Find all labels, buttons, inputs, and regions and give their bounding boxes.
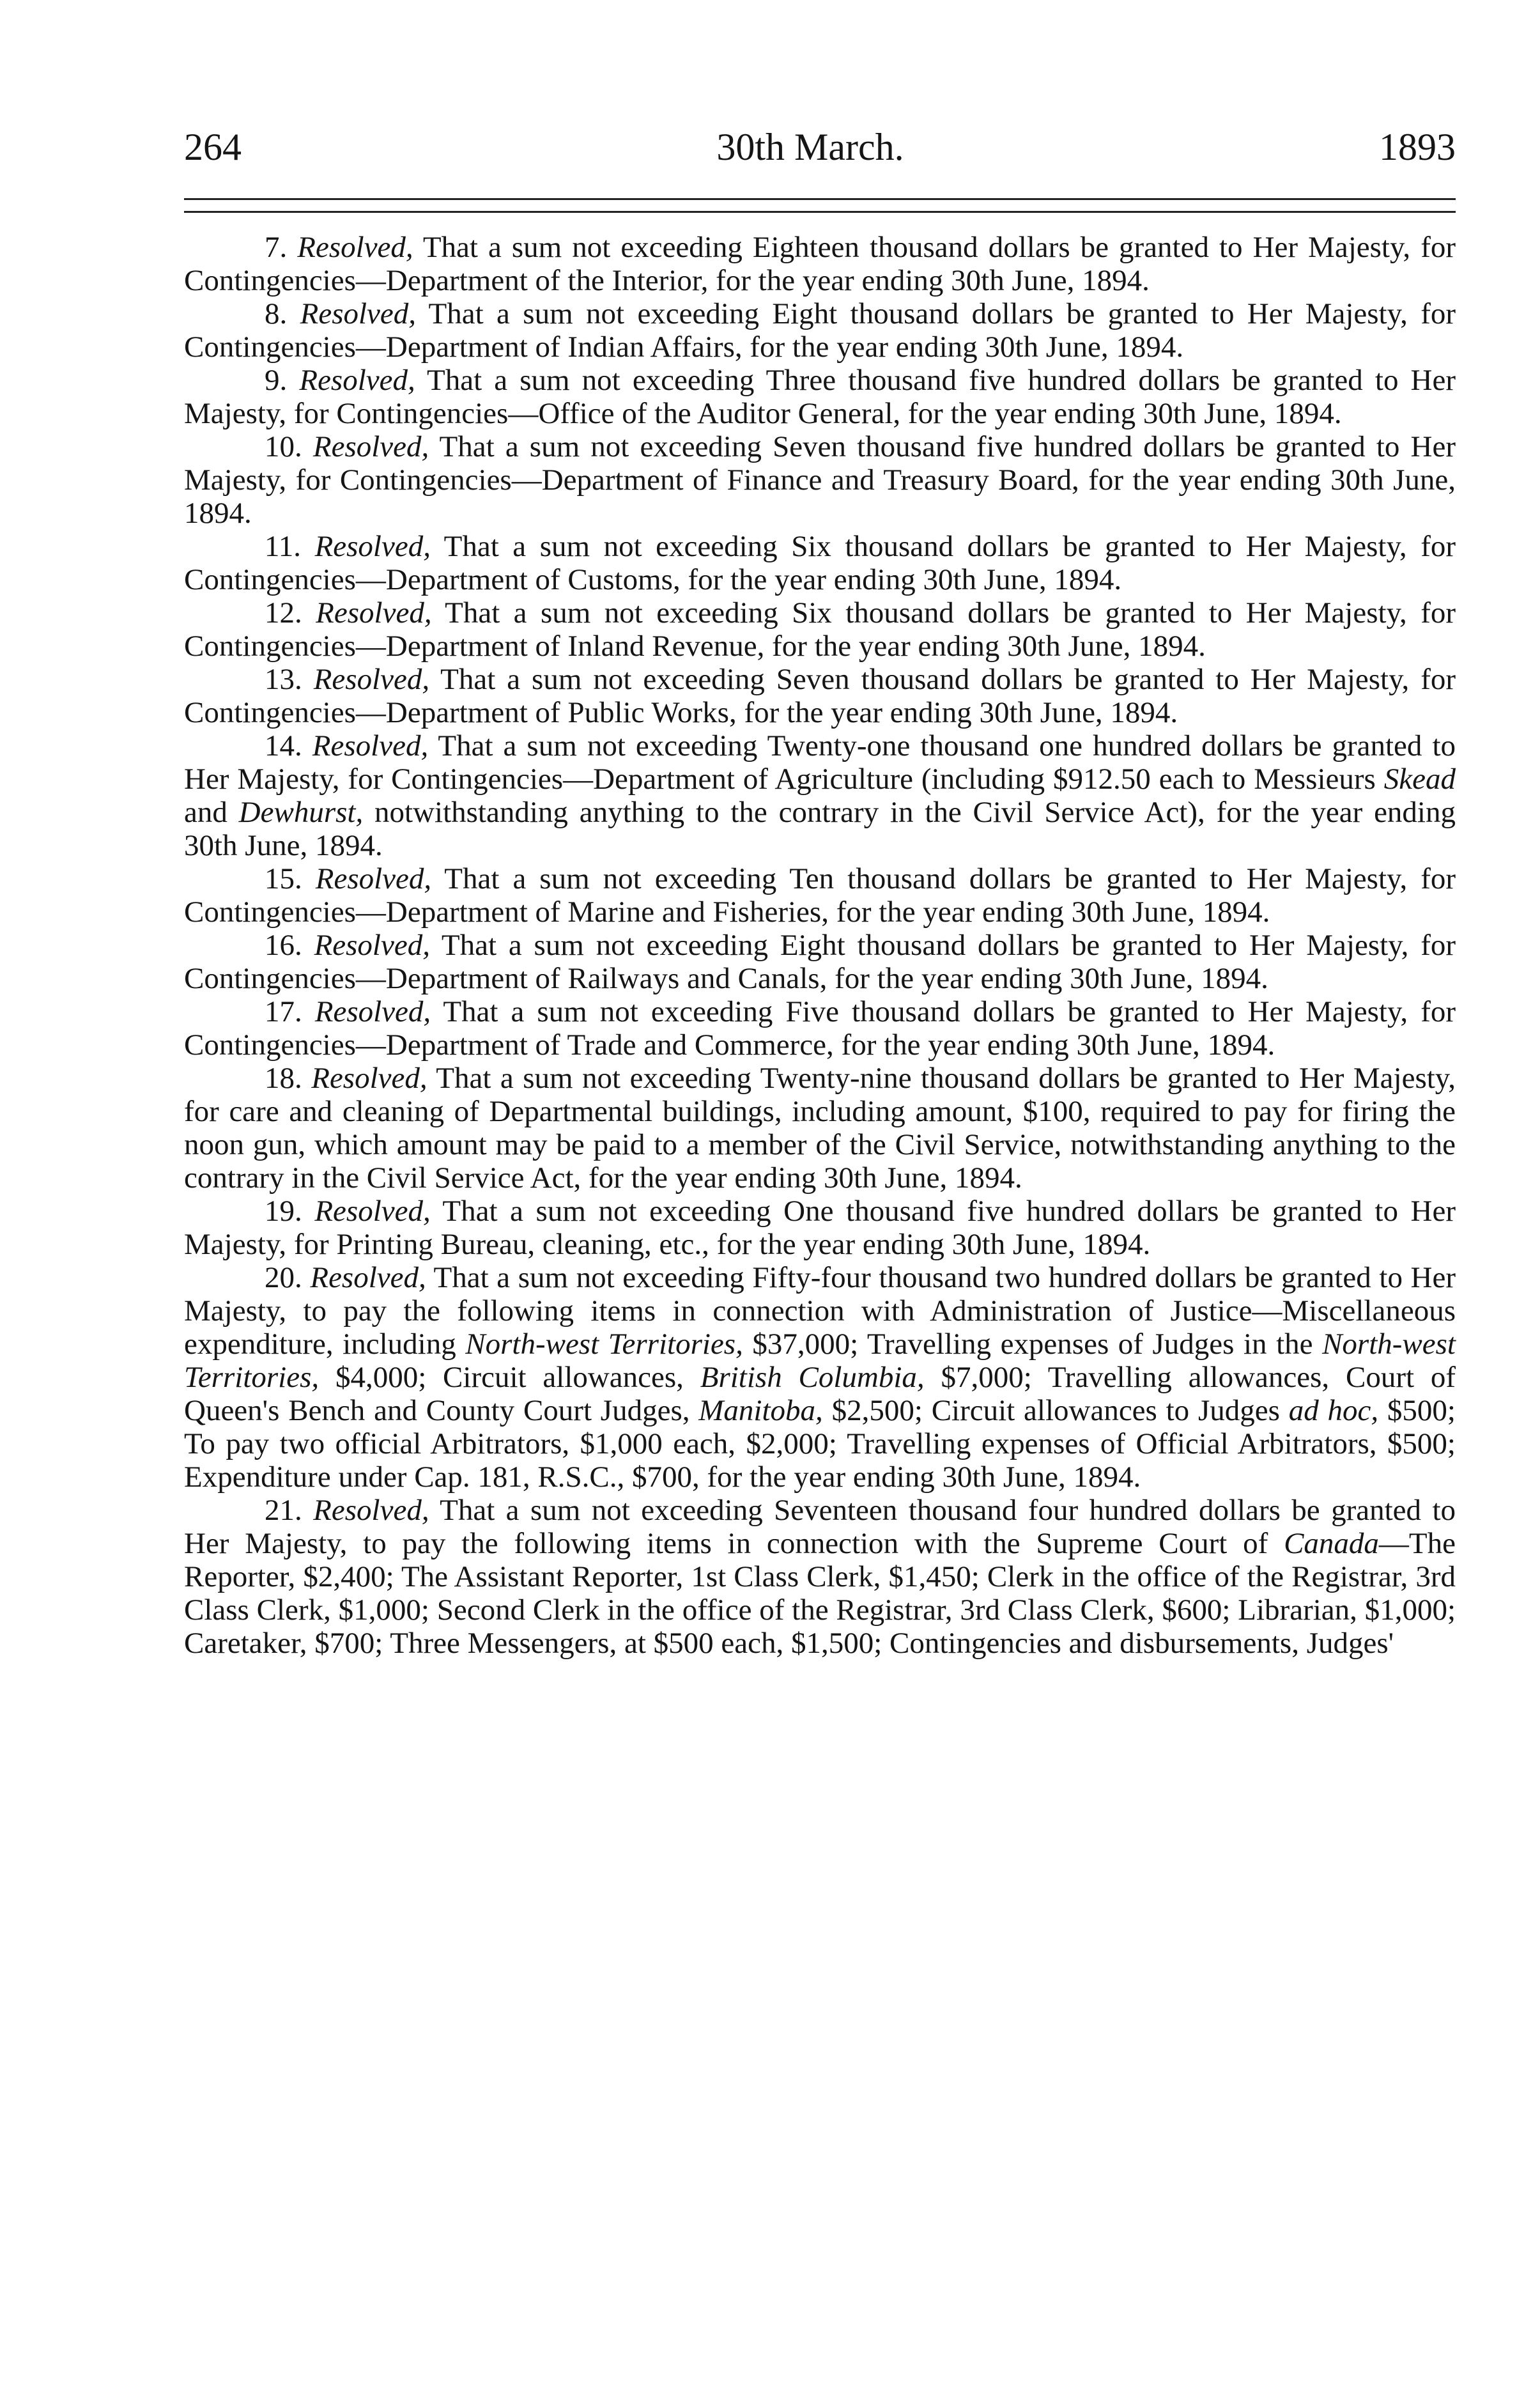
resolution-number: 17. <box>265 995 302 1028</box>
resolved-label: Resolved, <box>313 1494 429 1527</box>
resolution-text: That a sum not exceeding Six thousand dollars be granted to Her Majesty, for Contingencies—Department of Inland Revenue, for the year ending 30th June, 1894. <box>184 596 1456 663</box>
resolution-paragraph <box>184 995 1456 1062</box>
resolved-label: Resolved, <box>300 297 417 330</box>
resolution-number: 7. <box>265 231 288 264</box>
resolution-text: That a sum not exceeding Eighteen thousand dollars be granted to Her Majesty, for Contingencies—Department of the Interior, for the year ending 30th June, 1894. <box>184 231 1456 297</box>
resolved-label: Resolved, <box>312 729 429 762</box>
resolution-paragraph <box>184 663 1456 729</box>
page-header <box>184 125 1456 173</box>
resolution-text: $500; To pay two official Arbitrators, $1,000 each, $2,000; Travelling expenses of Official Arbitrators, $500; Expenditure under Cap. 181, R.S.C., $700, for the year ending 30th June, 1894. <box>184 1394 1456 1494</box>
resolution-text: That a sum not exceeding Eight thousand dollars be granted to Her Majesty, for Contingencies—Department of Railways and Canals, for the year ending 30th June, 1894. <box>184 929 1456 995</box>
resolution-text: That a sum not exceeding Twenty-nine thousand dollars be granted to Her Majesty, for care and cleaning of Departmental buildings, including amount, $100, required to pay for firing the noon gun, which amount may be paid to a member of the Civil Service, notwithstanding anything to the contrary in the Civil Service Act, for the year ending 30th June, 1894. <box>184 1062 1456 1195</box>
resolution-text: That a sum not exceeding Six thousand dollars be granted to Her Majesty, for Contingencies—Department of Customs, for the year ending 30th June, 1894. <box>184 530 1456 596</box>
italic-term: North-west Territories, <box>184 1327 1456 1394</box>
body-text <box>184 231 1456 1660</box>
resolution-paragraph <box>184 729 1456 862</box>
resolution-number: 14. <box>265 729 302 762</box>
resolution-paragraph <box>184 530 1456 596</box>
page-year: 1893 <box>1378 126 1456 168</box>
resolution-text: That a sum not exceeding Ten thousand dollars be granted to Her Majesty, for Contingencies—Department of Marine and Fisheries, for the year ending 30th June, 1894. <box>184 862 1456 929</box>
resolution-text: $4,000; Circuit allowances, <box>319 1361 700 1394</box>
resolution-paragraph <box>184 364 1456 430</box>
resolution-text: That a sum not exceeding One thousand five hundred dollars be granted to Her Majesty, for Printing Bureau, cleaning, etc., for the year ending 30th June, 1894. <box>184 1195 1456 1261</box>
italic-term: Canada <box>1284 1527 1379 1560</box>
resolution-text: $7,000; Travelling allowances, Court of Queen's Bench and County Court Judges, <box>184 1361 1456 1427</box>
resolution-number: 11. <box>265 530 302 563</box>
resolved-label: Resolved, <box>297 231 413 264</box>
header-double-rule <box>184 198 1456 213</box>
resolution-paragraph <box>184 1062 1456 1195</box>
resolution-text: That a sum not exceeding Fifty-four thousand two hundred dollars be granted to Her Majesty, to pay the following items in connection with Administration of Justice—Miscellaneous expenditure, including <box>184 1261 1456 1361</box>
resolved-label: Resolved, <box>312 430 429 463</box>
resolution-number: 15. <box>265 862 302 895</box>
resolution-number: 16. <box>265 929 302 962</box>
resolution-number: 8. <box>265 297 288 330</box>
resolved-label: Resolved, <box>315 862 432 895</box>
resolved-label: Resolved, <box>314 995 431 1028</box>
resolution-paragraph <box>184 862 1456 929</box>
resolution-paragraph <box>184 297 1456 364</box>
resolution-paragraph <box>184 430 1456 530</box>
resolution-text: That a sum not exceeding Three thousand five hundred dollars be granted to Her Majesty, for Contingencies—Office of the Auditor General, for the year ending 30th June, 1894. <box>184 364 1456 430</box>
italic-term: British Columbia, <box>700 1361 925 1394</box>
resolution-text: That a sum not exceeding Five thousand dollars be granted to Her Majesty, for Contingencies—Department of Trade and Commerce, for the year ending 30th June, 1894. <box>184 995 1456 1062</box>
page-date: 30th March. <box>716 126 904 168</box>
resolution-text: $2,500; Circuit allowances to Judges <box>822 1394 1289 1427</box>
resolved-label: Resolved, <box>314 1195 431 1228</box>
resolution-paragraph <box>184 1195 1456 1261</box>
resolution-paragraph <box>184 929 1456 995</box>
resolution-text: notwithstanding anything to the contrary in the Civil Service Act), for the year ending 30th June, 1894. <box>184 796 1456 862</box>
resolution-number: 20. <box>265 1261 302 1294</box>
document-page <box>184 125 1456 1660</box>
italic-term: ad hoc, <box>1288 1394 1379 1427</box>
resolution-number: 10. <box>265 430 302 463</box>
resolution-number: 9. <box>265 364 288 397</box>
italic-term: Manitoba, <box>698 1394 823 1427</box>
resolved-label: Resolved, <box>311 1062 427 1095</box>
resolution-paragraph <box>184 231 1456 297</box>
resolution-number: 21. <box>265 1494 302 1527</box>
resolution-text: That a sum not exceeding Seven thousand dollars be granted to Her Majesty, for Contingencies—Department of Public Works, for the year ending 30th June, 1894. <box>184 663 1456 729</box>
resolution-text: and <box>184 796 239 829</box>
resolved-label: Resolved, <box>310 1261 426 1294</box>
resolved-label: Resolved, <box>313 663 430 696</box>
resolved-label: Resolved, <box>299 364 415 397</box>
resolution-paragraph <box>184 596 1456 663</box>
page-number: 264 <box>184 126 242 168</box>
resolution-paragraph <box>184 1494 1456 1660</box>
resolution-number: 19. <box>265 1195 302 1228</box>
resolution-text: —The Reporter, $2,400; The Assistant Reporter, 1st Class Clerk, $1,450; Clerk in the office of the Registrar, 3rd Class Clerk, $1,000; Second Clerk in the office of the Registrar, 3rd Class Clerk, $600; Librarian, $1,000; Caretaker, $700; Three Messengers, at $500 each, $1,500; Contingencies and disbursements, Judges' <box>184 1527 1456 1660</box>
resolved-label: Resolved, <box>314 530 431 563</box>
resolution-text: $37,000; Travelling expenses of Judges in the <box>743 1327 1323 1361</box>
italic-term: North-west Territories, <box>465 1327 743 1361</box>
resolution-number: 13. <box>265 663 302 696</box>
resolution-text: That a sum not exceeding Seventeen thousand four hundred dollars be granted to Her Majesty, to pay the following items in connection with the Supreme Court of <box>184 1494 1456 1560</box>
resolution-paragraph <box>184 1261 1456 1494</box>
resolution-number: 18. <box>265 1062 302 1095</box>
resolved-label: Resolved, <box>316 596 432 630</box>
resolution-text: That a sum not exceeding Eight thousand dollars be granted to Her Majesty, for Contingencies—Department of Indian Affairs, for the year ending 30th June, 1894. <box>184 297 1456 364</box>
resolution-number: 12. <box>265 596 302 630</box>
resolution-text: That a sum not exceeding Twenty-one thousand one hundred dollars be granted to Her Majesty, for Contingencies—Department of Agriculture (including $912.50 each to Messieurs <box>184 729 1456 796</box>
resolved-label: Resolved, <box>314 929 430 962</box>
italic-term: Skead <box>1383 762 1456 796</box>
italic-term: Dewhurst, <box>238 796 364 829</box>
resolution-text: That a sum not exceeding Seven thousand five hundred dollars be granted to Her Majesty, for Contingencies—Department of Finance and Treasury Board, for the year ending 30th June, 1894. <box>184 430 1456 530</box>
